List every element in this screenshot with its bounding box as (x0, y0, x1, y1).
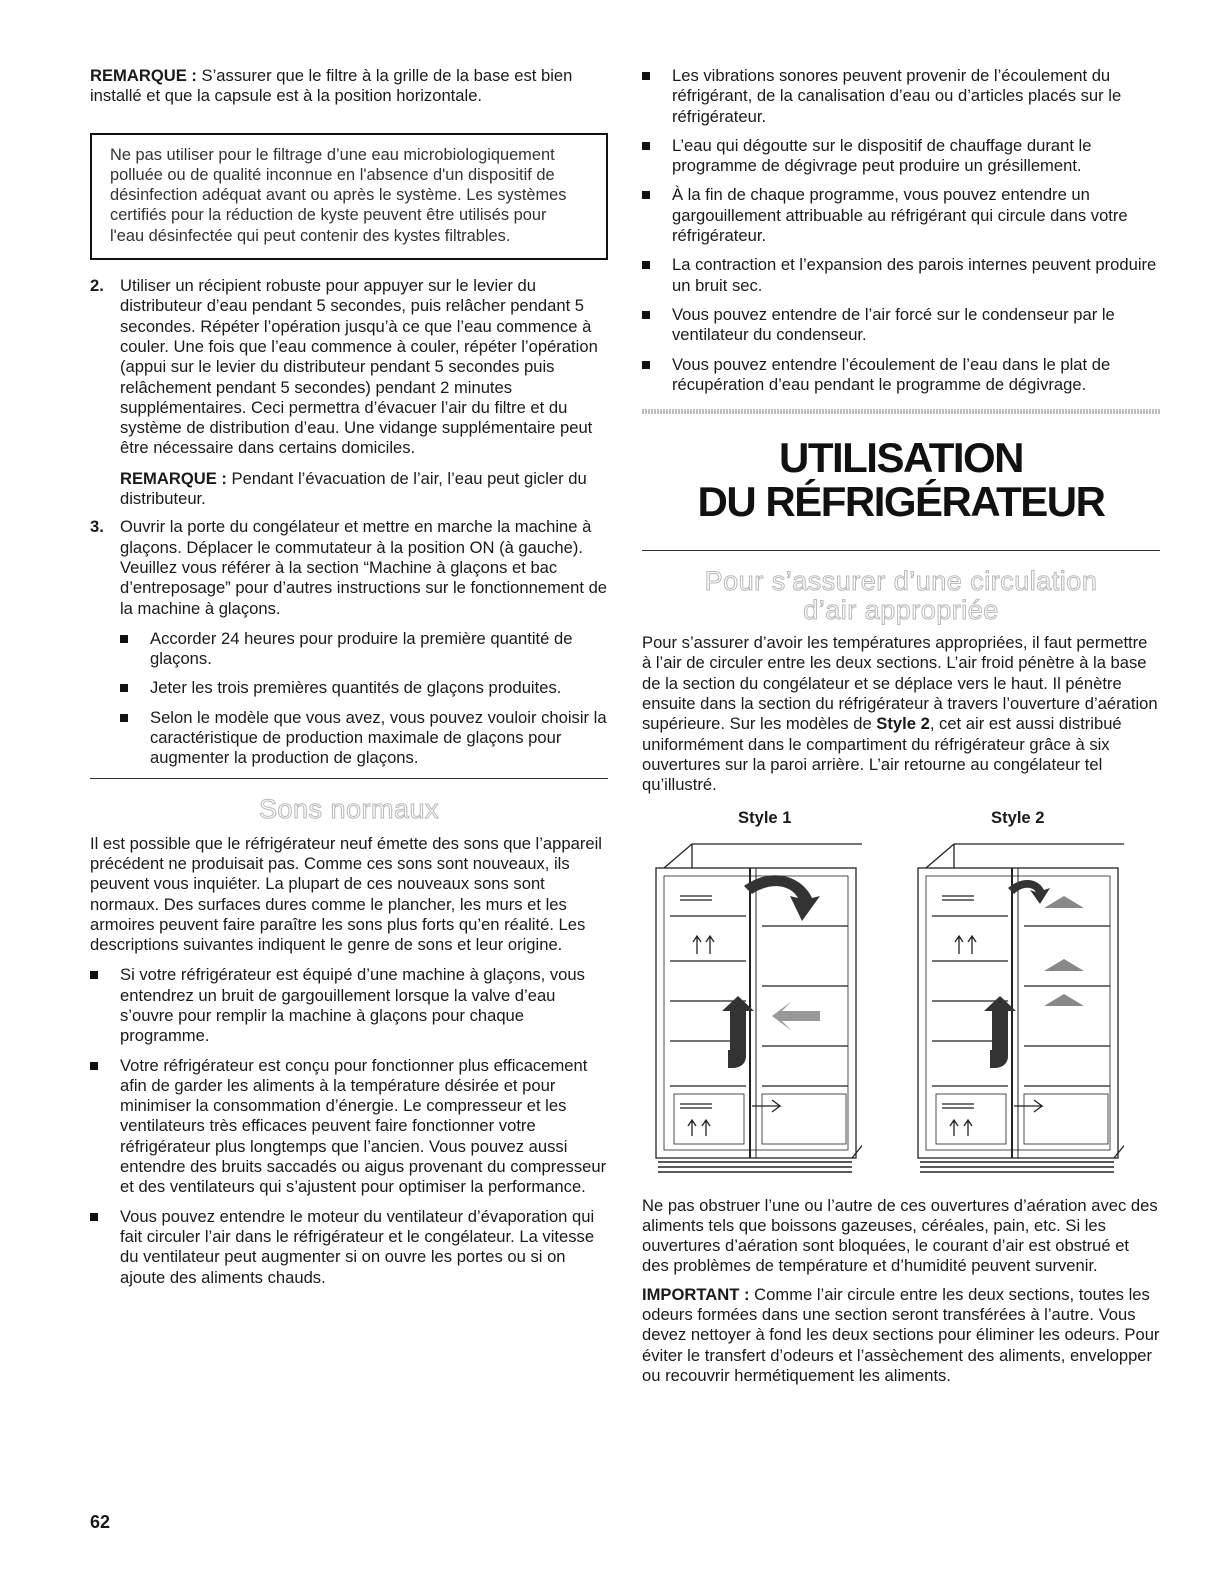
style-illustrations (642, 808, 1160, 1208)
list-item: Vous pouvez entendre l’écoulement de l’eau dans le plat de récupération d’eau pendant le programme de dégivrage. (642, 355, 1160, 396)
sons-title: Sons normaux (258, 793, 440, 824)
style1-label: Style 1 (738, 807, 792, 827)
sounds-bullets-continued (642, 66, 1160, 395)
list-item: Vous pouvez entendre le moteur du ventilateur d’évaporation qui fait circuler l’air dans le réfrigérateur et le congélateur. La vitesse du ventilateur peut augmenter si on ouvre les portes ou si on ajoute des aliments chauds. (90, 1207, 608, 1288)
airflow-title: Pour s’assurer d’une circulation d’air appropriée (704, 566, 1098, 626)
filter-note: REMARQUE : S’assurer que le filtre à la grille de la base est bien installé et que la capsule est à la position horizontale. (90, 66, 573, 106)
sons-intro: Il est possible que le réfrigérateur neuf émette des sons que l’appareil précédent ne produisait pas. Comme ces sons sont nouveaux, ils peuvent vous inquiéter. La plupart de ces nouveaux sons sont normaux. Des surfaces dures comme le plancher, les murs et les armoires peuvent faire paraître les sons plus forts qu’en réalité. Les descriptions suivantes indiquent le genre de sons et leur origine. (90, 833, 602, 955)
dotted-divider (642, 409, 1160, 414)
list-item: Selon le modèle que vous avez, vous pouvez vouloir choisir la caractéristique de production maximale de glaçons pour augmenter la production de glaçons. (120, 708, 608, 769)
title-divider (642, 550, 1160, 551)
step-2: 2. Utiliser un récipient robuste pour appuyer sur le levier du distributeur d’eau pendant 5 secondes, puis relâcher pendant 5 secondes. Répéter l’opération jusqu’à ce que l’eau commence à couler. Une fois que l’eau commence à couler, répéter l’opération (appui sur le levier du distributeur pendant 5 secondes puis relâchement pendant 5 secondes) pendant 2 minutes supplémentaires. Ceci permettra d’évacuer l’air du filtre et du système de distribution d’eau. Une vidange supplémentaire peut être nécessaire dans certains domiciles. REMARQUE : Pendant l’évacuation de l’air, l’eau peut gicler du distributeur. (90, 276, 608, 509)
airflow-text: Pour s’assurer d’avoir les températures appropriées, il faut permettre à l’air de circuler entre les deux sections. L’air froid pénètre à la base de la section du congélateur et se déplace vers le haut. Il pénètre ensuite dans la section du réfrigérateur à travers l’ouverture d’aération supérieure. Sur les modèles de Style 2, cet air est aussi distribué uniformément dans le compartiment du réfrigérateur grâce à six ouvertures sur la paroi arrière. L’air retourne au congélateur tel qu’illustré. (642, 633, 1158, 795)
ice-bullets (120, 629, 608, 769)
important-note: IMPORTANT : Comme l’air circule entre les deux sections, toutes les odeurs formées dans une section seront transférées à l’autre. Vous devez nettoyer à fond les deux sections pour éliminer les odeurs. Pour éviter le transfert d’odeurs et l’assèchement des aliments, envelopper ou recouvrir hermétiquement les aliments. (642, 1284, 1160, 1385)
step-3: 3. Ouvrir la porte du congélateur et mettre en marche la machine à glaçons. Déplacer le commutateur à la position ON (à gauche). Veuillez vous référer à la section “Machine à glaçons et bac d’entreposage” pour d’autres instructions sur le fonctionnement de la machine à glaçons. Accorder 24 heures pour produire la première quantité de glaçons. Jeter les trois premières quantités de glaçons produites. Selon le modèle que vous avez, vous pouvez vouloir choisir la caractéristique de production maximale de glaçons pour augmenter la production de glaçons. (90, 517, 608, 768)
air-note: REMARQUE : Pendant l’évacuation de l’air, l’eau peut gicler du distributeur. (120, 468, 587, 509)
list-item: Les vibrations sonores peuvent provenir de l’écoulement du réfrigérant, de la canalisation d’eau ou d’articles placés sur le réfrigérateur. (642, 66, 1160, 127)
section-divider (90, 778, 608, 779)
sons-bullets (90, 965, 608, 1287)
style2-fridge-illustration (914, 836, 1124, 1178)
list-item: L’eau qui dégoutte sur le dispositif de chauffage durant le programme de dégivrage peut produire un grésillement. (642, 136, 1160, 177)
main-title: UTILISATION DU RÉFRIGÉRATEUR (697, 434, 1105, 526)
style2-label: Style 2 (991, 807, 1045, 827)
list-item: À la fin de chaque programme, vous pouvez entendre un gargouillement attribuable au réfrigérant qui circule dans votre réfrigérateur. (642, 185, 1160, 246)
warning-box (90, 133, 608, 260)
style1-fridge-illustration (652, 836, 862, 1178)
obstruct-text: Ne pas obstruer l’une ou l’autre de ces ouvertures d’aération avec des aliments tels que boissons gazeuses, céréales, pain, etc. Si les ouvertures d’aération sont bloquées, le courant d’air est obstrué et des problèmes de température et d’humidité peuvent survenir. (642, 1195, 1158, 1276)
list-item: Accorder 24 heures pour produire la première quantité de glaçons. (120, 629, 608, 670)
list-item: Jeter les trois premières quantités de glaçons produites. (120, 678, 608, 698)
list-item: La contraction et l’expansion des parois internes peuvent produire un bruit sec. (642, 255, 1160, 296)
list-item: Si votre réfrigérateur est équipé d’une machine à glaçons, vous entendrez un bruit de gargouillement lorsque la valve d’eau s’ouvre pour remplir la machine à glaçons pour chaque programme. (90, 965, 608, 1046)
page-number: 62 (90, 1512, 111, 1532)
left-column (90, 66, 608, 1297)
right-column (642, 66, 1160, 1386)
list-item: Vous pouvez entendre de l’air forcé sur le condenseur par le ventilateur du condenseur. (642, 305, 1160, 346)
steps-list (90, 276, 608, 769)
list-item: Votre réfrigérateur est conçu pour fonctionner plus efficacement afin de garder les aliments à la température désirée et pour minimiser la consommation d’énergie. Le compresseur et les ventilateurs très efficaces peuvent faire fonctionner votre réfrigérateur plus longtemps que l’ancien. Vous pouvez aussi entendre des bruits saccadés ou aigus provenant du compresseur et des ventilateurs qui s’ajustent pour optimiser la performance. (90, 1056, 608, 1198)
warning-text: Ne pas utiliser pour le filtrage d’une eau microbiologiquement polluée ou de qualité inconnue en l'absence d'un dispositif de désinfection adéquat avant ou après le système. Les systèmes certifiés pour la réduction de kyste peuvent être utilisés pour l'eau désinfectée qui peut contenir des kystes filtrables. (110, 145, 567, 245)
